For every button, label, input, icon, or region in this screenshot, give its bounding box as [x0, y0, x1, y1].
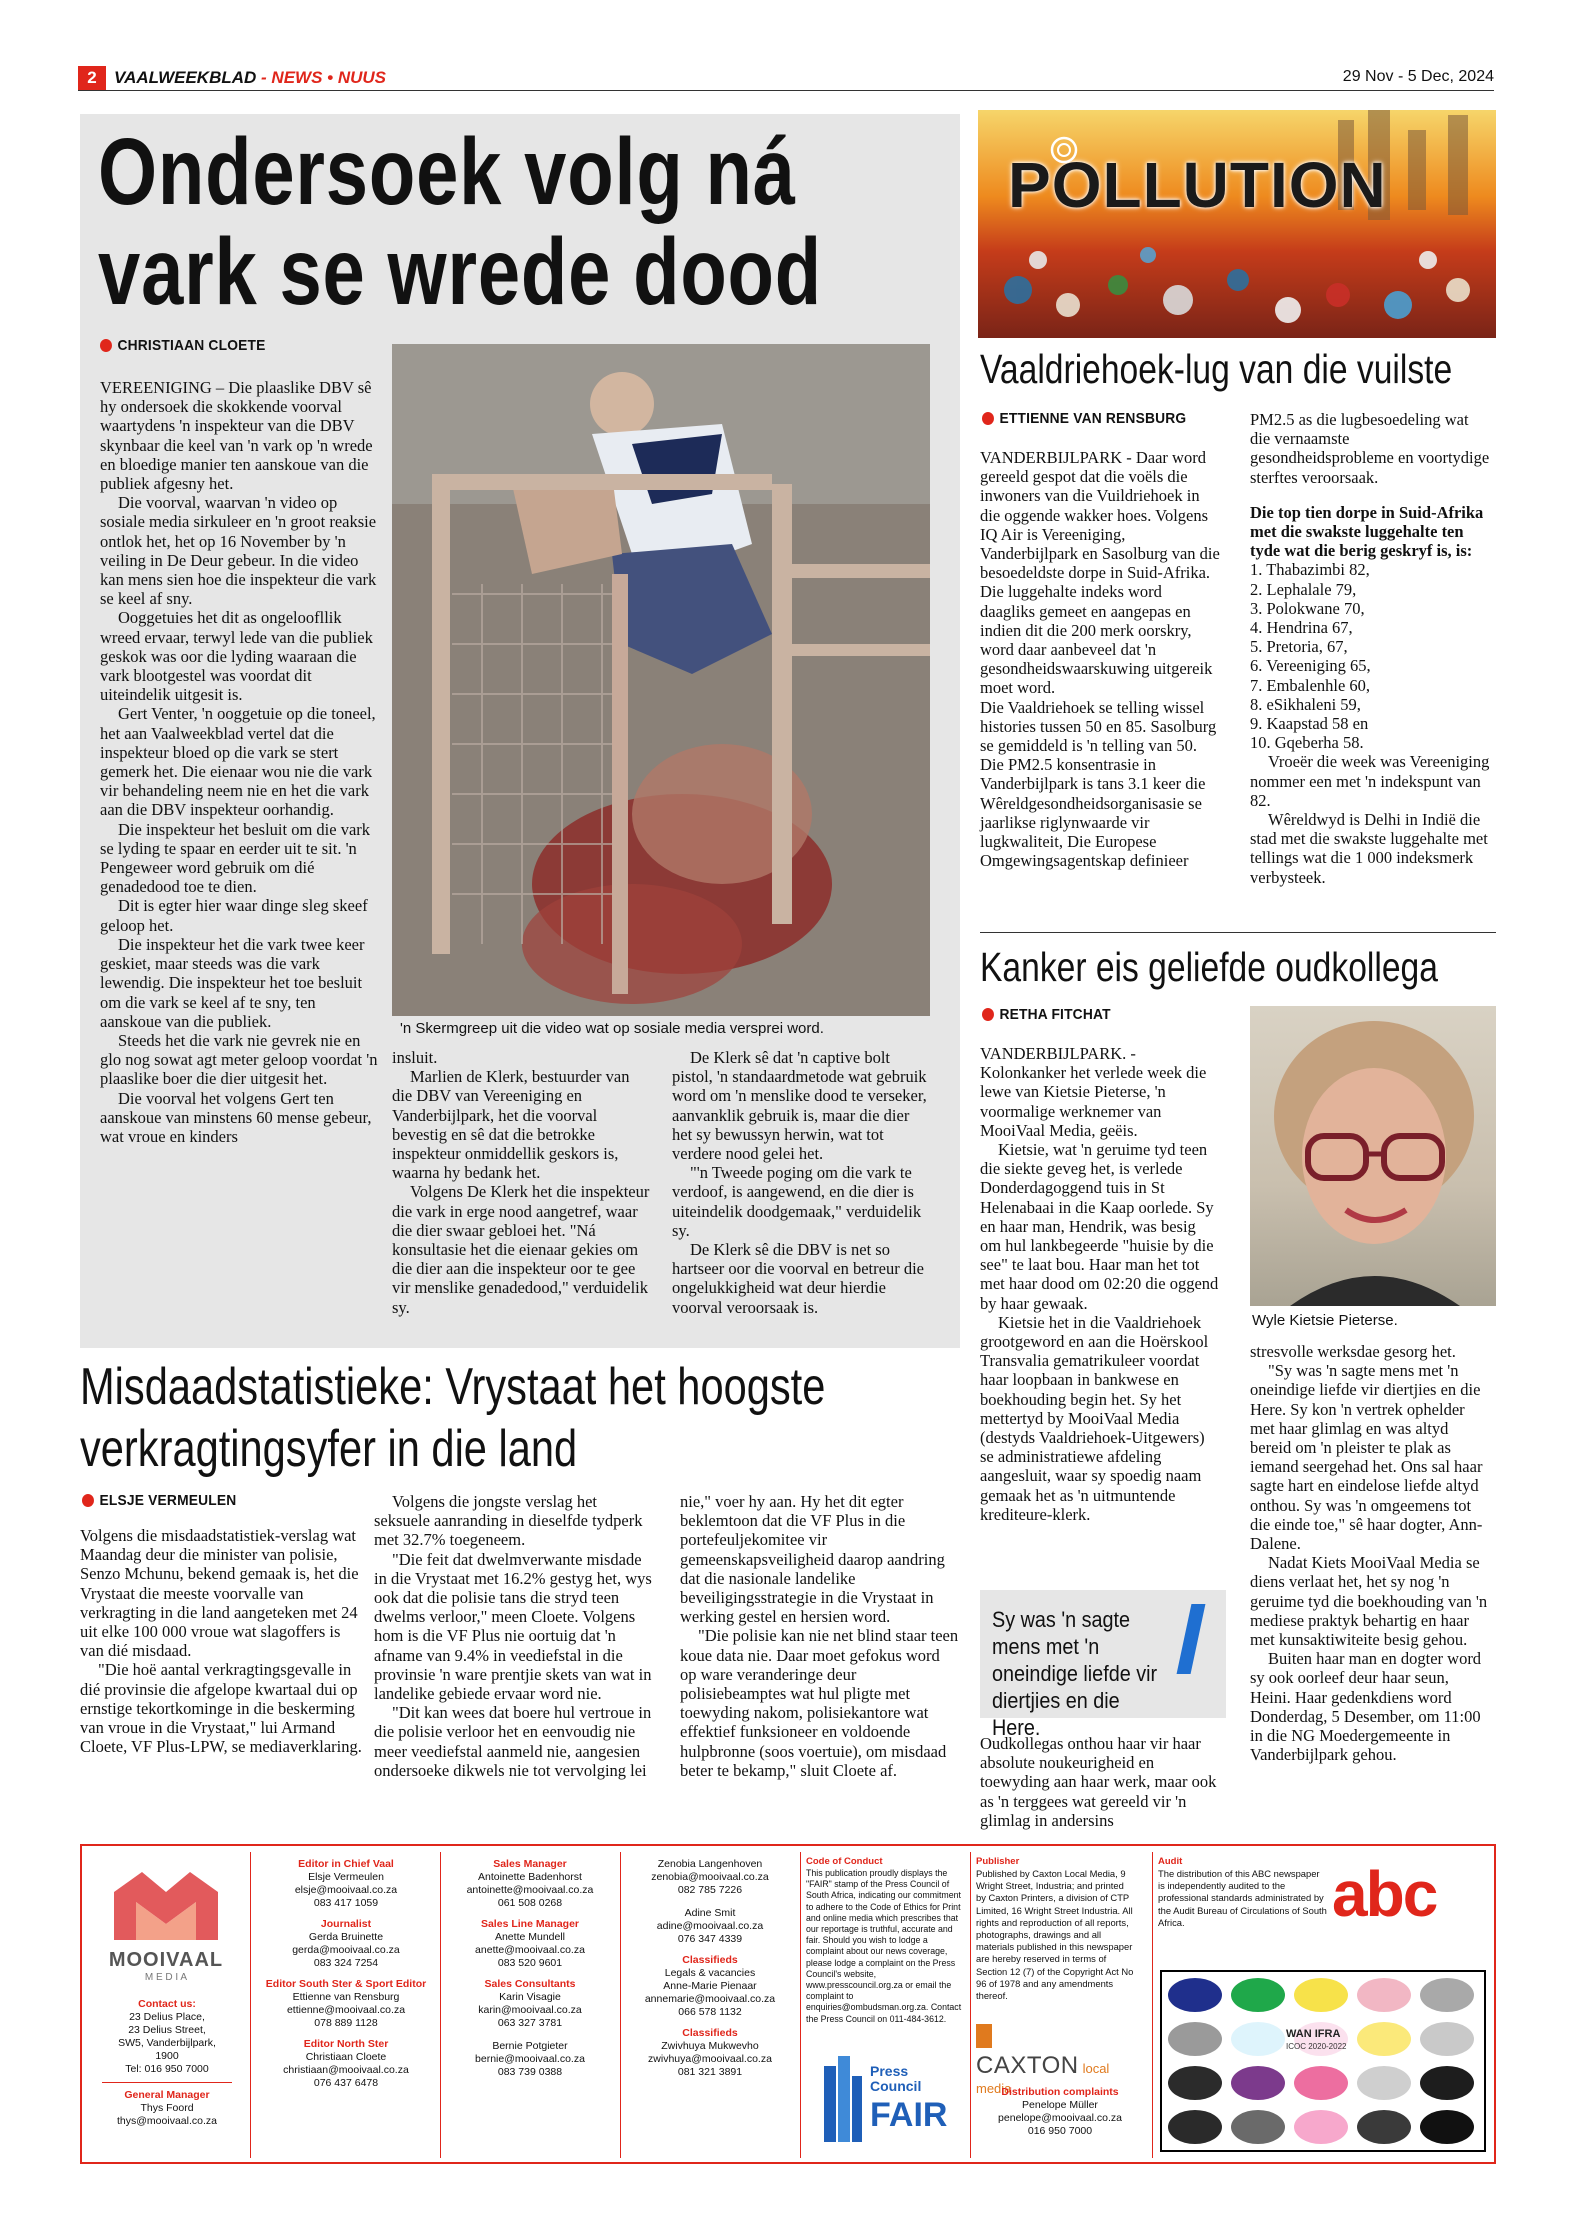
top-ten-list-item: 5. Pretoria, 67, [1250, 637, 1348, 657]
fair-label: FAIR [870, 2096, 948, 2134]
color-swatch [1420, 2066, 1474, 2100]
color-swatch [1420, 2022, 1474, 2056]
staff-line: Elsje Vermeulen [308, 1871, 384, 1883]
staff-line[interactable]: elsje@mooivaal.co.za [294, 1884, 398, 1896]
contact-label: Contact us: [138, 1998, 196, 2010]
crime-byline [82, 1492, 236, 1509]
byline-dot [982, 1008, 994, 1021]
paragraph: Dit is egter hier waar dinge sleg skeef geloop het. [100, 896, 368, 935]
gm-email: thys@mooivaal.co.za [117, 2115, 217, 2127]
pollution-banner-word: POLLUTION [1008, 149, 1387, 221]
abc-logo: abc [1332, 1858, 1437, 1930]
staff-role: Editor in Chief Vaal [298, 1858, 394, 1870]
color-swatch [1231, 1978, 1285, 2012]
staff-line: 063 327 3781 [497, 2017, 563, 2029]
color-swatch [1168, 1978, 1222, 2012]
caxton-word: CAXTON [976, 2052, 1079, 2079]
footer-divider [250, 1852, 251, 2158]
address-line: SW5, Vanderbijlpark, [118, 2037, 216, 2049]
staff-line: 083 417 1059 [313, 1897, 379, 1909]
color-swatch [1168, 2066, 1222, 2100]
staff-line[interactable]: gerda@mooivaal.co.za [292, 1944, 400, 1956]
cancer-headline: Kanker eis geliefde oudkollega [980, 944, 1438, 990]
page-header [78, 66, 1494, 90]
paragraph: Die inspekteur het besluit om die vark se lyding te spaar en eerder uit te sit. 'n Pengeweer word gebruik om dié genadedood toe te dien. [100, 819, 371, 897]
staff-line: 078 889 1128 [314, 2017, 378, 2029]
audit-text: The distribution of this ABC newspaper is independently audited to the professional standards administrated by the Audit Bureau of Circulations of South Africa. [1158, 1868, 1327, 1928]
footer-divider [800, 1852, 801, 2158]
top-ten-heading: Die top tien dorpe in Suid-Afrika met die swakste luggehalte ten tyde wat die berig geskryf is, is: [1250, 502, 1484, 561]
byline-dot [982, 412, 994, 425]
staff-line: 076 347 4339 [677, 1933, 743, 1945]
color-swatch [1168, 2110, 1222, 2144]
cancer-col2 [1250, 1342, 1490, 1764]
caxton-emblem [976, 2024, 992, 2048]
conduct-text: This publication proudly displays the "FAIR" stamp of the Press Council of South Africa, indicating our commitment to adhere to the Code of Ethics for Print and online media which prescribes that our reportage is truthful, accurate and fair. Should you wish to lodge a complaint about our news coverage, please lodge a complaint on the Press Council's website, www.presscouncil.org.za or email the complaint to enquiries@ombudsman.org.za. Contact the Press Council on 011-484-3612. [806, 1868, 962, 2024]
paragraph: VEREENIGING – Die plaaslike DBV sê hy ondersoek die skokkende voorval waartydens 'n inspekteur van die DBV skynbaar die keel van 'n vark op 'n wrede en bloedige manier ten aanskoue van die publiek afgesny het. [100, 378, 373, 494]
color-swatch-panel [1160, 1970, 1486, 2152]
crime-col1 [80, 1526, 362, 1756]
staff-role: Journalist [320, 1918, 372, 1930]
paragraph: "Die polisie kan nie net blind staar teen koue data nie. Daar moet gefokus word op ware veranderinge deur polisiebeamptes wat hul pligte met toewyding nakom, polisiekantore wat effektief funksioneer en voldoende hulpbronne (soos voertuie), om misdaad beter te bekamp," sluit Cloete af. [680, 1626, 959, 1780]
footer-editorial [256, 1858, 436, 2090]
byline-dot [100, 339, 112, 352]
issue-date: 29 Nov - 5 Dec, 2024 [1342, 68, 1494, 85]
top-ten-list-item: 8. eSikhaleni 59, [1250, 694, 1361, 714]
paragraph: Nadat Kiets MooiVaal Media se diens verlaat het, het sy nog 'n geruime tyd die boekhouding van 'n mediese praktyk behartig en haar met kunsaktiwiteite besig gehou. [1250, 1553, 1488, 1650]
pig-story-byline [100, 337, 266, 354]
dist-phone: 016 950 7000 [1027, 2125, 1093, 2137]
staff-role: Sales Manager [493, 1858, 567, 1870]
cancer-col1-end [980, 1734, 1220, 1830]
color-swatch [1231, 2066, 1285, 2100]
paragraph: stresvolle werksdae gesorg het. [1250, 1342, 1456, 1361]
staff-line[interactable]: christiaan@mooivaal.co.za [283, 2064, 409, 2076]
address-line: 23 Delius Street, [128, 2024, 206, 2036]
footer-divider [620, 1852, 621, 2158]
headline-line: vark se wrede dood [98, 219, 823, 325]
cancer-pullquote [980, 1590, 1226, 1740]
paragraph: "Die hoë aantal verkragtingsgevalle in dié provinsie die afgelope kwartaal dui op ernstige tekortkominge in die beskerming van vroue in die Vrystaat," lui Armand Cloete, VF Plus-LPW, se mediaverklaring. [80, 1660, 362, 1757]
staff-line: Zenobia Langenhoven [657, 1858, 763, 1870]
staff-line: 082 785 7226 [677, 1884, 743, 1896]
kietsie-photo-caption: Wyle Kietsie Pieterse. [1252, 1312, 1398, 1329]
staff-line: Gerda Bruinette [308, 1931, 384, 1943]
address-line: Tel: 016 950 7000 [125, 2063, 209, 2075]
staff-line[interactable]: anette@mooivaal.co.za [475, 1944, 585, 1956]
pig-scene-illustration [392, 344, 930, 1016]
paragraph: Wêreldwyd is Delhi in Indië die stad met die swakste luggehalte met tellings wat die 1 000 indeksmerk verbysteek. [1250, 810, 1488, 887]
staff-line: 066 578 1132 [678, 2006, 742, 2018]
color-swatch [1294, 1978, 1348, 2012]
logo-sub: M E D I A [144, 1972, 188, 1983]
crime-col2 [374, 1492, 656, 1780]
paragraph: VANDERBIJLPARK - Daar word gereeld gespot dat die voëls die inwoners van die Vuildriehoek in die oggende wakker hoes. Volgens IQ Air is Vereeniging, Vanderbijlpark en Sasolburg van die besoedeldste dorpe in Suid-Afrika. [980, 448, 1220, 583]
section-names: - NEWS • NUUS [261, 68, 386, 87]
address-line: 1900 [155, 2050, 179, 2062]
top-ten-list-item: 9. Kaapstad 58 en [1250, 714, 1369, 734]
kietsie-photo [1250, 1006, 1496, 1306]
cancer-byline [982, 1006, 1111, 1023]
footer-publisher [976, 1856, 1136, 2002]
mooivaal-logo [98, 1864, 234, 1983]
staff-role: Classifieds [682, 1954, 738, 1966]
pollution-divider [980, 932, 1496, 933]
staff-line [444, 2030, 616, 2040]
top-ten-list-item: 10. Gqeberha 58. [1250, 733, 1364, 753]
press-council-logo [824, 2056, 954, 2146]
paragraph: Vroeër die week was Vereeniging nommer een met 'n indekspunt van 82. [1250, 752, 1490, 810]
paragraph: Die inspekteur het die vark twee keer geskiet, maar steeds was die vark lewendig. Die inspekteur het toe besluit om die vark se keel af te sny, ten aanskoue van die publiek. [100, 934, 365, 1031]
crime-col3 [680, 1492, 960, 1780]
staff-line[interactable]: zwivhuya@mooivaal.co.za [648, 2053, 772, 2065]
color-swatch [1357, 1978, 1411, 2012]
staff-line [624, 1897, 796, 1907]
dist-label: Distribution complaints [1001, 2086, 1119, 2098]
color-swatch [1294, 2066, 1348, 2100]
paragraph: Oudkollegas onthou haar vir haar absolute noukeurigheid en toewyding aan haar werk, maar ook as 'n terggees wat gereeld vir 'n glimlag in andersins [980, 1734, 1217, 1830]
paragraph: "Dit kan wees dat boere hul vertroue in die polisie verloor het en eenvoudig nie meer veediefstal aanmeld nie, aangesien ondersoeke dikwels nie tot vervolging lei [374, 1703, 652, 1780]
paper-title: VAALWEEKBLAD [114, 68, 257, 87]
byline-dot [82, 1494, 94, 1507]
footer-divider [970, 1852, 971, 2158]
dist-name: Penelope Müller [1022, 2099, 1098, 2111]
logo-word: MOOIVAAL [108, 1949, 224, 1971]
gm-name: Thys Foord [140, 2102, 194, 2114]
pig-story-headline [98, 119, 898, 325]
staff-line: Zwivhuya Mukwevho [661, 2040, 759, 2052]
headline-line: verkragtingsyfer in die land [80, 1420, 578, 1478]
footer-audit [1158, 1856, 1328, 1929]
pollution-col2 [1250, 410, 1490, 887]
paragraph: Gert Venter, 'n ooggetuie op die toneel, het aan Vaalweekblad vertel dat die inspekteur bloed op die vark se stert gemerk het. Die eienaar wou nie die vark vir behandeling neem nie en het die vark aan die DBV inspekteur oorhandig. [100, 704, 376, 820]
staff-line[interactable]: annemarie@mooivaal.co.za [644, 1993, 776, 2005]
footer-conduct [806, 1856, 966, 2025]
pollution-byline [982, 410, 1186, 427]
staff-role: Editor North Ster [303, 2038, 389, 2050]
page-number: 2 [78, 66, 106, 90]
top-ten-list-item: 7. Embalenhle 60, [1250, 675, 1371, 695]
landfill-illustration [978, 110, 1496, 338]
icoc-label: ICOC 2020-2022 [1286, 2042, 1347, 2051]
color-swatch [1420, 1978, 1474, 2012]
color-swatches [1168, 1978, 1480, 2148]
paragraph: "Die feit dat dwelmverwante misdade in die Vrystaat met 16.2% gestyg het, wys ook dat die polisie tans die stryd teen dwelms verloor," meen Cloete. Volgens hom is die VF Plus nie oortuig dat 'n afname van 9.4% in veediefstal in die provinsie 'n ware prentjie skets van wat in landelike gebiede ervaar word nie. [374, 1549, 652, 1704]
staff-line[interactable]: antoinette@mooivaal.co.za [466, 1884, 594, 1896]
publisher-label: Publisher [976, 1856, 1020, 1867]
paragraph: Marlien de Klerk, bestuurder van die DBV van Vereeniging en Vanderbijlpark, het die voorval bevestig en sê dat die betrokke inspekteur onmiddellik geskors is, waarna hy bedank het. [392, 1067, 630, 1183]
footer-divider [1152, 1852, 1153, 2158]
conduct-label: Code of Conduct [806, 1856, 883, 1867]
pig-story-box [80, 114, 960, 1348]
staff-role: Editor South Ster & Sport Editor [265, 1978, 427, 1990]
staff-line: 081 321 3891 [677, 2066, 743, 2078]
color-swatch [1357, 2110, 1411, 2144]
staff-role: Classifieds [682, 2027, 738, 2039]
staff-role: Sales Consultants [484, 1978, 576, 1990]
staff-line: Karin Visagie [499, 1991, 561, 2003]
footer-distribution [972, 2086, 1148, 2138]
staff-line: 083 520 9601 [497, 1957, 563, 1969]
paragraph: Die Vaaldriehoek se telling wissel histories tussen 50 en 85. Sasolburg se gemiddeld is 'n telling van 50. Die PM2.5 konsentrasie in Vanderbijlpark is tans 3.1 keer die Wêreldgesondheidsorganisasie se jaarlikse riglynwaarde vir lugkwaliteit, Die Europese Omgewingsagentskap definieer [980, 697, 1217, 871]
color-swatch [1231, 2110, 1285, 2144]
top-ten-list-item: 6. Vereeniging 65, [1250, 656, 1371, 676]
staff-line[interactable]: ettienne@mooivaal.co.za [286, 2004, 406, 2016]
staff-line: Adine Smit [684, 1907, 736, 1919]
paragraph: Ooggetuies het dit as ongeloofllik wreed ervaar, terwyl lede van die publiek geskok was oor die lyding waaraan die vark blootgestel was voordat dit uiteindelik uitgesit is. [100, 608, 373, 705]
press-council-mark [824, 2056, 864, 2142]
color-swatch [1231, 2022, 1285, 2056]
byline-author: ELSJE VERMEULEN [99, 1492, 237, 1509]
header-rule [78, 90, 1494, 91]
byline-author: CHRISTIAAN CLOETE [117, 337, 266, 354]
paragraph: Kietsie het in die Vaaldriehoek grootgeword en aan die Hoërskool Transvalia gematrikuleer voordat haar loopbaan in bankwese en boekhouding begin het. Sy het mettertyd by MooiVaal Media (destyds Vaaldriehoek-Uitgewers) se administratiewe afdeling aangesluit, waar sy spoedig naam gemaak het as 'n uitmuntende krediteure-klerk. [980, 1312, 1209, 1524]
staff-line: Ettienne van Rensburg [292, 1991, 400, 2003]
headline-line: Ondersoek volg ná [98, 119, 796, 225]
dist-email: penelope@mooivaal.co.za [998, 2112, 1122, 2124]
top-ten-list-item: 1. Thabazimbi 82, [1250, 560, 1370, 580]
caxton-sub: local media [976, 2061, 1110, 2096]
staff-line: Legals & vacancies [664, 1967, 756, 1979]
staff-line: Antoinette Badenhorst [478, 1871, 582, 1883]
paragraph: "'n Tweede poging om die vark te verdoof, is aangewend, en die dier is uiteindelik doodgemaak," verduidelik sy. [672, 1163, 922, 1240]
footer-sales [444, 1858, 616, 2079]
color-swatch [1168, 2022, 1222, 2056]
gm-label: General Manager [124, 2089, 210, 2101]
paragraph: Volgens De Klerk het die inspekteur die vark in erge nood aangetref, waar die dier swaar gebloei het. "Ná konsultasie het die eienaar gekies om die dier aan die inspekteur oor te gee vir menslike genadedood," verduidelik sy. [392, 1182, 650, 1317]
portrait-illustration [1250, 1006, 1496, 1306]
paragraph: Buiten haar man en dogter word sy ook oorleef deur haar seun, Heini. Haar gedenkdiens word Donderdag, 5 Desember, om 11:00 in die NG Moedergemeente in Vanderbijlpark gehou. [1250, 1649, 1482, 1765]
paragraph: Die luggehalte indeks word daagliks gemeet en aangepas en indien dit die 200 merk oorskry, word daar aanbeveel dat 'n gesondheidswaarskuwing uitgereik moet word. [980, 582, 1213, 698]
pullquote-text: Sy was 'n sagte mens met 'n oneindige liefde vir diertjies en die Here. [992, 1607, 1158, 1740]
footer-masthead [80, 1844, 1496, 2164]
paragraph: nie," voer hy aan. Hy het dit egter beklemtoon dat die VF Plus in die portefeuljekomitee vir gemeenskapsveiligheid daarop aandring dat die nasionale landelike beveiligingsstrategie in die Vrystaat in werking gestel en hersien word. [680, 1492, 945, 1627]
press-council-label: Press Council [870, 2063, 922, 2094]
pig-photo [392, 344, 930, 1016]
pollution-col1 [980, 448, 1220, 870]
paragraph: PM2.5 as die lugbesoedeling wat die vernaamste gesondheidsprobleme en voortydige sterftes veroorsaak. [1250, 410, 1490, 487]
staff-line: 076 437 6478 [313, 2077, 379, 2089]
top-ten-list-item: 3. Polokwane 70, [1250, 598, 1365, 618]
footer-divider [440, 1852, 441, 2158]
staff-line: Anette Mundell [494, 1931, 566, 1943]
paragraph: Volgens die jongste verslag het seksuele aanranding in dieselfde tydperk met 32.7% toegeneem. [374, 1492, 643, 1550]
paragraph: De Klerk sê die DBV is net so hartseer oor die voorval en betreur die ongelukkigheid wat deur hierdie voorval veroorsaak is. [672, 1240, 924, 1317]
paragraph: Steeds het die vark nie gevrek nie en glo nog sowat agt meter geloop voordat 'n plaaslike boer die dier uitgesit het. [100, 1030, 378, 1089]
mooivaal-logo-mark [98, 1864, 234, 1944]
staff-role: Sales Line Manager [480, 1918, 580, 1930]
paragraph: Die voorval, waarvan 'n video op sosiale media sirkuleer en 'n groot reaksie ontlok het, het op 16 November by 'n veiling in De Deur gebeur. In die video kan mens sien hoe die inspekteur die vark se keel af sny. [100, 493, 377, 609]
crime-headline [80, 1356, 960, 1480]
footer-classifieds [624, 1858, 796, 2079]
color-swatch [1294, 2110, 1348, 2144]
staff-line[interactable]: zenobia@mooivaal.co.za [651, 1871, 769, 1883]
paragraph: Die voorval het volgens Gert ten aanskoue van minstens 60 mense gebeur, wat vroue en kinders [100, 1088, 372, 1146]
paragraph: VANDERBIJLPARK. - Kolonkanker het verlede week die lewe van Kietsie Pieterse, 'n voormalige werknemer van MooiVaal Media, geëis. [980, 1044, 1207, 1140]
paragraph: De Klerk sê dat 'n captive bolt pistol, 'n standaardmetode wat gebruik word om 'n menslike dood te verseker, aanvanklik gebruik is, maar die dier het sy bewussyn herwin, wat tot verdere nood gelei het. [672, 1048, 927, 1164]
color-swatch [1357, 2066, 1411, 2100]
staff-line: Anne-Marie Pienaar [663, 1980, 757, 1992]
top-ten-list-item: 4. Hendrina 67, [1250, 618, 1353, 638]
paragraph: Kietsie, wat 'n geruime tyd teen die siekte geveg het, is verlede Donderdagoggend tuis in St Helenabaai in die Kaap oorlede. Sy en haar man, Hendrik, was besig om hul lankbegeerde "huisie by die see" te laat bou. Haar man het tot met haar dood om 02:20 die oggend by haar gewaak. [980, 1140, 1219, 1313]
staff-line: Bernie Potgieter [492, 2040, 568, 2052]
paragraph: "Sy was 'n sagte mens met 'n oneindige liefde vir diertjies en die Here. Sy kon 'n vertrek ophelder met haar glimlag en was altyd bereid om 'n pleister te plak as iemand seergehad het. Ons sal haar sagte hart en eindelose liefde altyd onthou. Sy was 'n omgeemens tot die einde toe," sê haar dogter, Ann-Dalene. [1250, 1361, 1483, 1554]
pig-photo-caption: 'n Skermgreep uit die video wat op sosiale media versprei word. [400, 1020, 824, 1037]
footer-contact [92, 1998, 242, 2128]
staff-line[interactable]: adine@mooivaal.co.za [656, 1920, 764, 1932]
publisher-text: Published by Caxton Local Media, 9 Wright Street, Industria; and printed by Caxton Printers, a division of CTP Limited, 16 Wright Street Industria. All rights and reproduction of all reports, photographs, drawings and all materials published in this newspaper are hereby reserved in terms of Section 12 (7) of the Copyright Act No 96 of 1978 and any amendments thereof. [976, 1868, 1134, 2002]
wan-ifra-label: WAN IFRA [1286, 2028, 1341, 2040]
paragraph: insluit. [392, 1048, 438, 1067]
staff-line: Christiaan Cloete [305, 2051, 387, 2063]
paragraph: Volgens die misdaadstatistiek-verslag wat Maandag deur die minister van polisie, Senzo Mchunu, bekend gemaak is, het die Vrystaat die meeste voorvalle van verkragting in die land aangeteken met 24 uit elke 100 000 vroue wat slagoffers is van dié misdaad. [80, 1526, 359, 1661]
pig-story-col3 [672, 1048, 932, 1317]
byline-author: ETTIENNE VAN RENSBURG [999, 410, 1187, 427]
audit-label: Audit [1158, 1856, 1183, 1867]
color-swatch [1420, 2110, 1474, 2144]
pollution-headline: Vaaldriehoek-lug van die vuilste [980, 346, 1453, 392]
paper-name [114, 68, 386, 88]
staff-line[interactable]: bernie@mooivaal.co.za [475, 2053, 585, 2065]
address-line: 23 Delius Place, [129, 2011, 205, 2023]
pollution-banner [978, 110, 1496, 338]
pig-story-col1 [100, 378, 378, 1146]
cancer-col1 [980, 1044, 1220, 1524]
staff-line: 083 324 7254 [313, 1957, 379, 1969]
pullquote-mark [1177, 1604, 1206, 1674]
staff-line: 083 739 0388 [497, 2066, 563, 2078]
staff-line: 061 508 0268 [497, 1897, 563, 1909]
pig-story-col2 [392, 1048, 652, 1317]
contact-address [92, 2011, 242, 2076]
top-ten-list [1250, 560, 1490, 752]
byline-author: RETHA FITCHAT [999, 1006, 1111, 1023]
staff-line[interactable]: karin@mooivaal.co.za [478, 2004, 582, 2016]
top-ten-list-item: 2. Lephalale 79, [1250, 579, 1357, 599]
color-swatch [1357, 2022, 1411, 2056]
headline-line: Misdaadstatistieke: Vrystaat het hoogste [80, 1358, 826, 1416]
